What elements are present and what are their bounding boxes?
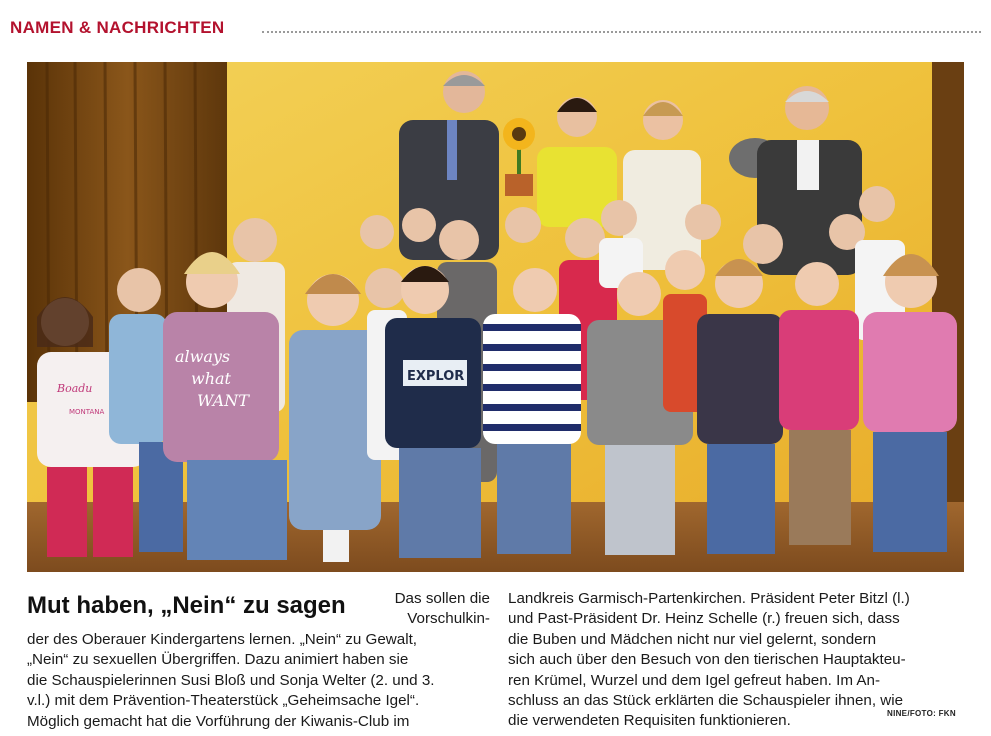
- shirt-print-text-5: WANT: [197, 391, 249, 410]
- lead-line: Das sollen die: [394, 590, 490, 607]
- body-line: die verwendeten Requisiten funktionieren.: [508, 712, 791, 730]
- body-line: „Nein“ zu sexuellen Übergriffen. Dazu animiert haben sie: [27, 651, 409, 669]
- shirt-print-text-4: what: [191, 369, 231, 388]
- shirt-print-text-6: EXPLOR: [407, 369, 465, 384]
- body-line: und Past-Präsident Dr. Heinz Schelle (r.) freuen sich, dass: [508, 610, 900, 628]
- article-lead: [380, 589, 490, 630]
- shirt-print-text-1: Boadu: [57, 382, 93, 395]
- body-line: die Buben und Mädchen nicht nur viel gelernt, sondern: [508, 630, 877, 648]
- body-line: schluss an das Stück erklärten die Schauspieler ihnen, wie: [508, 692, 904, 710]
- body-line: v.l.) mit dem Prävention-Theaterstück „Geheimsache Igel“.: [27, 692, 420, 710]
- body-line: Landkreis Garmisch-Partenkirchen. Präsident Peter Bitzl (l.): [508, 590, 910, 607]
- body-line: sich auch über den Besuch von den tierischen Hauptakteu-: [508, 651, 906, 669]
- group-photo: [27, 62, 964, 572]
- lead-line: Vorschulkin-: [407, 610, 490, 628]
- body-line: der des Oberauer Kindergartens lernen. „Nein“ zu Gewalt,: [27, 631, 418, 648]
- photo-credit: NINE/FOTO: FKN: [887, 709, 956, 718]
- section-title: NAMEN & NACHRICHTEN: [10, 18, 225, 37]
- body-line: die Schauspielerinnen Susi Bloß und Sonja Welter (2. und 3.: [27, 671, 435, 689]
- article-column-1: [27, 630, 490, 732]
- article-headline: Mut haben, „Nein“ zu sagen: [27, 592, 346, 619]
- header-dotted-rule: [262, 31, 981, 33]
- shirt-print-text-3: always: [175, 347, 231, 366]
- body-line: ren Krümel, Wurzel und dem Igel gefreut haben. Im An-: [508, 671, 881, 689]
- shirt-print-text-2: MONTANA: [69, 408, 105, 416]
- body-line: Möglich gemacht hat die Vorführung der Kiwanis-Club im: [27, 712, 410, 730]
